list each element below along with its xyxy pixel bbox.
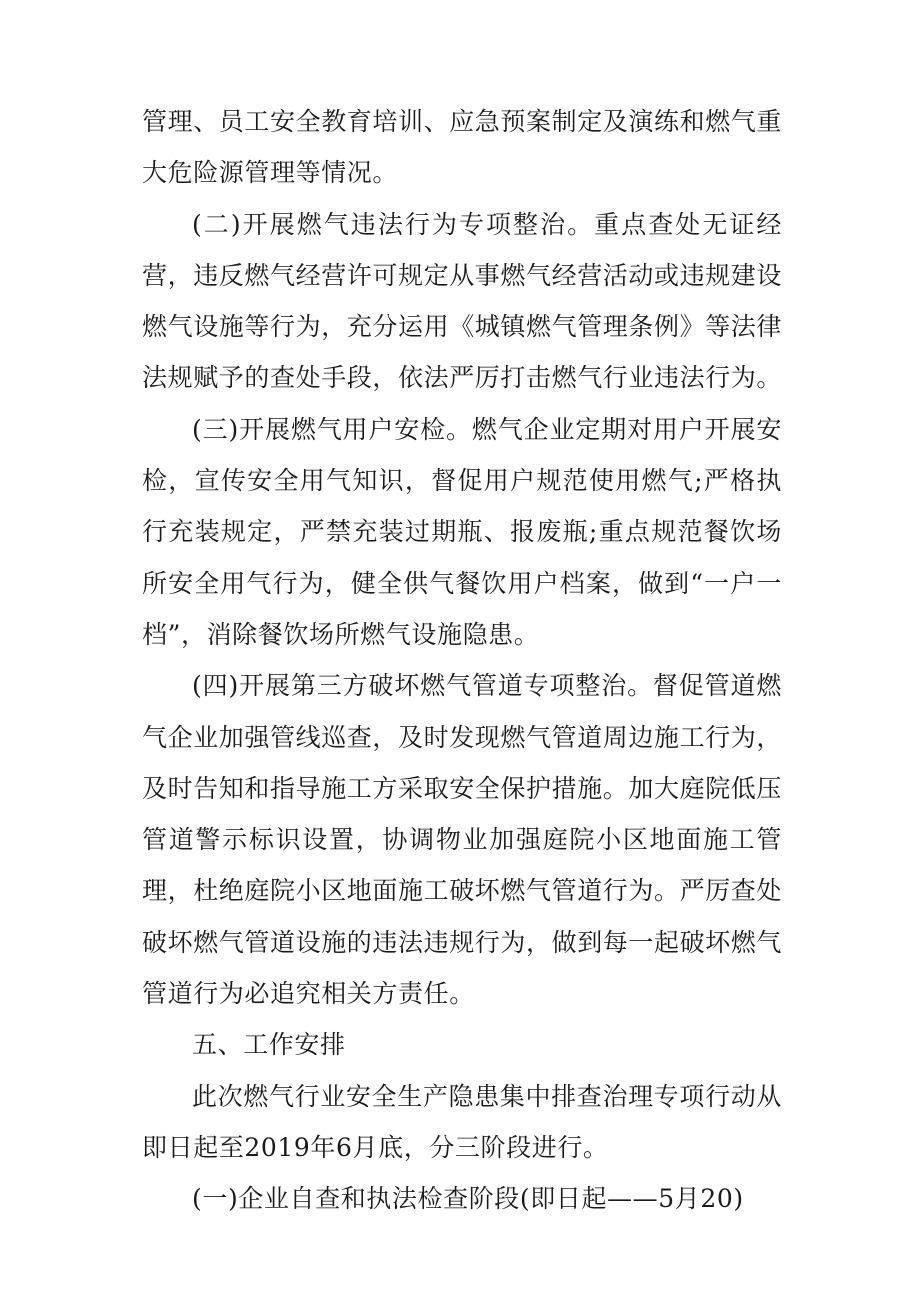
- paragraph-section-3: (三)开展燃气用户安检。燃气企业定期对用户开展安检，宣传安全用气知识，督促用户规范使用燃气;严格执行充装规定，严禁充装过期瓶、报废瓶;重点规范餐饮场所安全用气行为，健全供气餐饮用户档案，做到“一户一档”，消除餐饮场所燃气设施隐患。: [142, 414, 782, 649]
- paragraph-section-2: (二)开展燃气违法行为专项整治。重点查处无证经营，违反燃气经营许可规定从事燃气经营活动或违规建设燃气设施等行为，充分运用《城镇燃气管理条例》等法律法规赋予的查处手段，依法严厉打击燃气行业违法行为。: [142, 209, 783, 393]
- section-heading-work-arrangement: 五、工作安排: [192, 1030, 346, 1060]
- paragraph-section-4: (四)开展第三方破坏燃气管道专项整治。督促管道燃气企业加强管线巡查，及时发现燃气管道周边施工行为，及时告知和指导施工方采取安全保护措施。加大庭院低压管道警示标识设置，协调物业加强庭院小区地面施工管理，杜绝庭院小区地面施工破坏燃气管道行为。严厉查处破坏燃气管道设施的违法违规行为，做到每一起破坏燃气管道行为必追究相关方责任。: [142, 671, 783, 1009]
- paragraph-schedule: 此次燃气行业安全生产隐患集中排查治理专项行动从即日起至2019年6月底，分三阶段进行。: [142, 1081, 782, 1162]
- document-page: [142, 96, 782, 1225]
- paragraph-stage-1: (一)企业自查和执法检查阶段(即日起——5月20): [192, 1184, 744, 1214]
- paragraph-continuation: 管理、员工安全教育培训、应急预案制定及演练和燃气重大危险源管理等情况。: [142, 107, 783, 188]
